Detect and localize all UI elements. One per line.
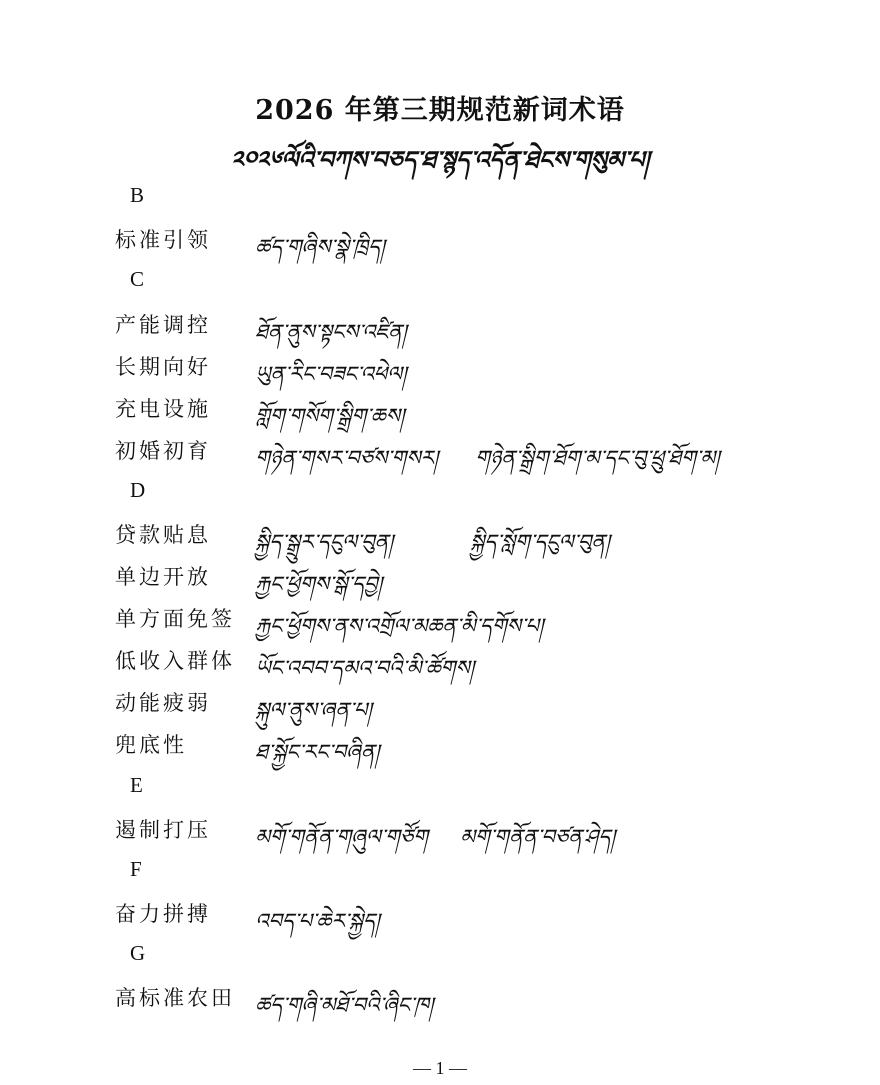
section-letter: D [130, 478, 146, 502]
term-bo-alt: མགོ་གནོན་བཙན་ཤེད། [460, 825, 616, 849]
section-letter: E [130, 773, 143, 797]
section-letter: C [130, 267, 145, 291]
page-title: 2026 年第三期规范新词术语 [255, 95, 625, 126]
term-bo-alt: གཉེན་སྒྲིག་ཐོག་མ་དང་བུ་ཕྲུ་ཐོག་མ། [475, 446, 720, 470]
term-bo: སྐྱིད་སྒྲུར་དངུལ་བུན། [255, 530, 394, 554]
term-bo: འབད་པ་ཆེར་སྐྱེད། [255, 909, 380, 933]
term-zh: 初婚初育 [115, 439, 211, 463]
term-zh: 单边开放 [115, 565, 211, 589]
term-bo: སྐུལ་ནུས་ཞན་པ། [255, 698, 372, 722]
term-zh: 高标准农田 [115, 986, 235, 1010]
term-bo: ཡོང་འབབ་དམའ་བའི་མི་ཚོགས། [255, 656, 475, 680]
term-zh: 产能调控 [115, 313, 211, 337]
section-letter: B [130, 183, 145, 207]
term-row [0, 898, 880, 938]
term-zh: 贷款贴息 [115, 523, 211, 547]
section-header-c [0, 267, 880, 307]
term-zh: 标准引领 [115, 228, 211, 252]
term-row [0, 814, 880, 854]
term-bo: ཚད་གཞིས་སྣེ་ཁྲིད། [255, 235, 385, 259]
term-bo: ཚད་གཞི་མཐོ་བའི་ཞིང་ཁ། [255, 993, 434, 1017]
term-zh: 充电设施 [115, 397, 211, 421]
term-row [0, 519, 880, 559]
term-row [0, 645, 880, 685]
section-header-e [0, 773, 880, 813]
section-header-b [0, 183, 880, 223]
term-zh: 奋力拼搏 [115, 902, 211, 926]
term-row [0, 351, 880, 391]
term-row [0, 982, 880, 1022]
term-row [0, 309, 880, 349]
term-bo: ཐོན་ནུས་སྟངས་འཛིན། [255, 320, 407, 344]
term-row [0, 393, 880, 433]
term-zh: 遏制打压 [115, 818, 211, 842]
term-row [0, 729, 880, 769]
section-header-f [0, 857, 880, 897]
term-zh: 低收入群体 [115, 649, 235, 673]
section-letter: F [130, 857, 142, 881]
term-row [0, 603, 880, 643]
term-bo: ཐ་སྐྱོང་རང་བཞིན། [255, 740, 380, 764]
term-zh: 兜底性 [115, 733, 187, 757]
term-bo: གཉེན་གསར་བཙས་གསར། [255, 446, 438, 470]
section-header-g [0, 941, 880, 981]
term-bo: མགོ་གནོན་གཞུལ་གཙོག [255, 825, 428, 849]
term-row [0, 435, 880, 475]
term-zh: 长期向好 [115, 355, 211, 379]
page-subtitle: ༢༠༢༦ལོའི་བཀས་བཅད་ཐ་སྙད་འདོན་ཐེངས་གསུམ་པ། [230, 145, 650, 174]
term-row [0, 687, 880, 727]
term-zh: 单方面免签 [115, 607, 235, 631]
term-bo-alt: སྐྱིད་སློག་དངུལ་བུན། [470, 530, 610, 554]
term-row [0, 561, 880, 601]
term-bo: རྐྱང་ཕྱོགས་སྒོ་དབྱེ། [255, 572, 383, 596]
term-zh: 动能疲弱 [115, 691, 211, 715]
term-bo: ཡུན་རིང་བཟང་འཕེལ། [255, 362, 407, 386]
term-row [0, 224, 880, 264]
term-bo: གློག་གསོག་སྒྲིག་ཆས། [255, 404, 405, 428]
section-header-d [0, 478, 880, 518]
section-letter: G [130, 941, 146, 965]
term-bo: རྐྱང་ཕྱོགས་ནས་འགྲོལ་མཆན་མི་དགོས་པ། [255, 614, 544, 638]
page-number: — 1 — [413, 1058, 467, 1078]
